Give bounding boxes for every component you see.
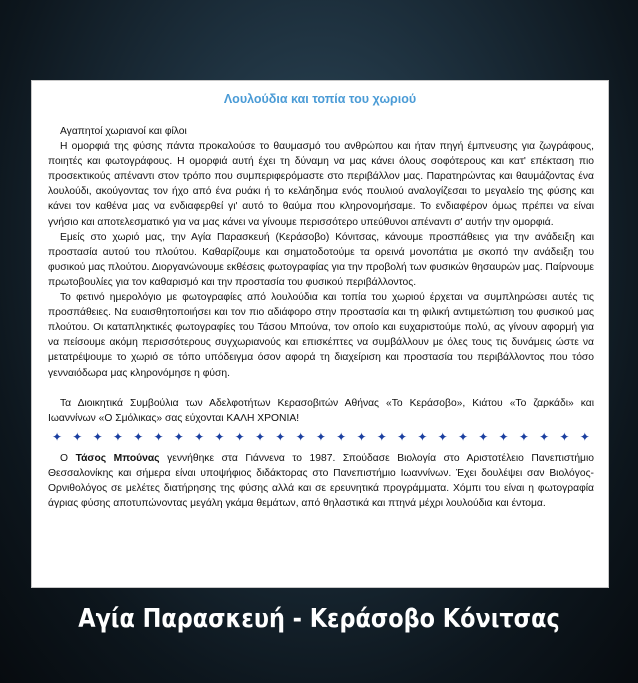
new-year-wishes: Τα Διοικητικά Συμβούλια των Αδελφοτήτων Κερασοβιτών Αθήνας «Το Κεράσοβο», Κιάτου «Το ζαρκάδι» και Ιωαννίνων «Ο Σμόλικας» σας εύχονται ΚΑΛΗ ΧΡΟΝΙΑ!	[48, 397, 594, 424]
star-icon: ✦	[437, 429, 448, 444]
photographer-name: Τάσος Μπούνας	[75, 452, 160, 464]
star-icon: ✦	[579, 429, 590, 444]
star-icon: ✦	[397, 429, 408, 444]
star-icon: ✦	[356, 429, 367, 444]
text-card	[31, 80, 609, 588]
paragraph-3: Το φετινό ημερολόγιο με φωτογραφίες από λουλούδια και τοπία του χωριού έρχεται να συμπληρώσει αυτές τις προσπάθειες. Να ευαισθητοποιήσει και τον πιο αδιάφορο στην προστασία και τη φιλική αντιμετώπιση του φυσικού μας πλούτου. Οι καταπληκτικές φωτογραφίες του Τάσου Μπούνα, τον οποίο και ευχαριστούμε πολύ, ας γίνουν αφορμή για να πείσουμε ακόμη περισσότερους συγχωριανούς και επισκέπτες να συμβάλλουν με όλες τους τις δυνάμεις ώστε να μετατρέψουμε το χωριό σε τόπο υπόδειγμα όσον αφορά τη διαχείριση και προστασία του περιβάλλοντος που τόσο γενναιόδωρα μας κληρονόμησε η φύση.	[48, 292, 594, 379]
star-icon: ✦	[173, 429, 184, 444]
bio-text: γεννήθηκε στα Γιάννενα το 1987. Σπούδασε Βιολογία στο Αριστοτέλειο Πανεπιστήμιο Θεσσαλονίκης και σήμερα είναι υποψήφιος διδάκτορας στο Πανεπιστήμιο Ιωαννίνων. Έχει δουλέψει σαν Βιολόγος- Ορνιθολόγος σε μελέτες διατήρησης της φύσης αλλά και σε ερευνητικά προγράμματα. Χόμπι του είναι η φωτογραφία άγριας φύσης αποτυπώνοντας μεγάλη γκάμα θεμάτων, από θηλαστικά και πτηνά μέχρι λουλούδια και έντομα.	[48, 452, 594, 510]
star-icon: ✦	[336, 429, 347, 444]
star-icon: ✦	[52, 429, 63, 444]
star-icon: ✦	[194, 429, 205, 444]
star-icon: ✦	[112, 429, 123, 444]
greeting: Αγαπητοί χωριανοί και φίλοι	[60, 126, 187, 137]
star-icon: ✦	[518, 429, 529, 444]
star-icon: ✦	[295, 429, 306, 444]
photographer-bio	[48, 451, 594, 511]
paragraph-1: Η ομορφιά της φύσης πάντα προκαλούσε το θαυμασμό του ανθρώπου και ήταν πηγή έμπνευσης για ζωγράφους, ποιητές και φωτογράφους. Η ομορφιά αυτή έχει τη δύναμη να μας κάνει όλους σοφότερους και κατ' επέκταση πιο προσεκτικούς απέναντι στον τρόπο που συμπεριφερόμαστε στο περιβάλλον μας. Παρατηρώντας και θαυμάζοντας ένα λουλούδι, ακούγοντας τον ήχο από ένα ρυάκι ή το κελάηδημα ενός πουλιού αναλογίζεσαι το μεγαλείο της φύσης και κάνει τον καθένα μας να ενδιαφερθεί γι' αυτό το θαύμα που κληρονομήσαμε. Το ενδιαφέρον όμως πρέπει να είναι γνήσιο και αποτελεσματικό για να μας κάνει να γίνουμε περισσότερο υπεύθυνοι απέναντι σ' αυτήν την ομορφιά.	[48, 141, 594, 228]
star-icon: ✦	[376, 429, 387, 444]
paragraph-2: Εμείς στο χωριό μας, την Αγία Παρασκευή (Κεράσοβο) Κόνιτσας, κάνουμε προσπάθειες για την ανάδειξη και προστασία αυτού του πλούτου. Καθαρίζουμε και σηματοδοτούμε τα ορεινά μονοπάτια με σκοπό την ανάδειξη του φυσικού μας πλούτου. Διοργανώνουμε εκθέσεις φωτογραφίας για την προβολή των φυσικών θησαυρών μας. Παίρνουμε πρωτοβουλίες για τον καθαρισμό και την προστασία του φυσικού περιβάλλοντος.	[48, 231, 594, 288]
star-icon: ✦	[315, 429, 326, 444]
star-icon: ✦	[214, 429, 225, 444]
star-icon: ✦	[559, 429, 570, 444]
star-icon: ✦	[498, 429, 509, 444]
star-icon: ✦	[133, 429, 144, 444]
star-icon: ✦	[478, 429, 489, 444]
footer-title: Αγία Παρασκευή - Κεράσοβο Κόνιτσας	[78, 604, 560, 634]
bio-prefix: Ο	[60, 452, 76, 464]
star-icon: ✦	[234, 429, 245, 444]
page-title: Λουλούδια και τοπία του χωριού	[223, 92, 417, 106]
star-icon: ✦	[72, 429, 83, 444]
star-icon: ✦	[275, 429, 286, 444]
star-divider	[48, 430, 594, 445]
star-icon: ✦	[539, 429, 550, 444]
letter-body	[48, 124, 594, 511]
star-icon: ✦	[457, 429, 468, 444]
star-icon: ✦	[153, 429, 164, 444]
star-icon: ✦	[417, 429, 428, 444]
star-icon: ✦	[92, 429, 103, 444]
star-icon: ✦	[254, 429, 266, 444]
